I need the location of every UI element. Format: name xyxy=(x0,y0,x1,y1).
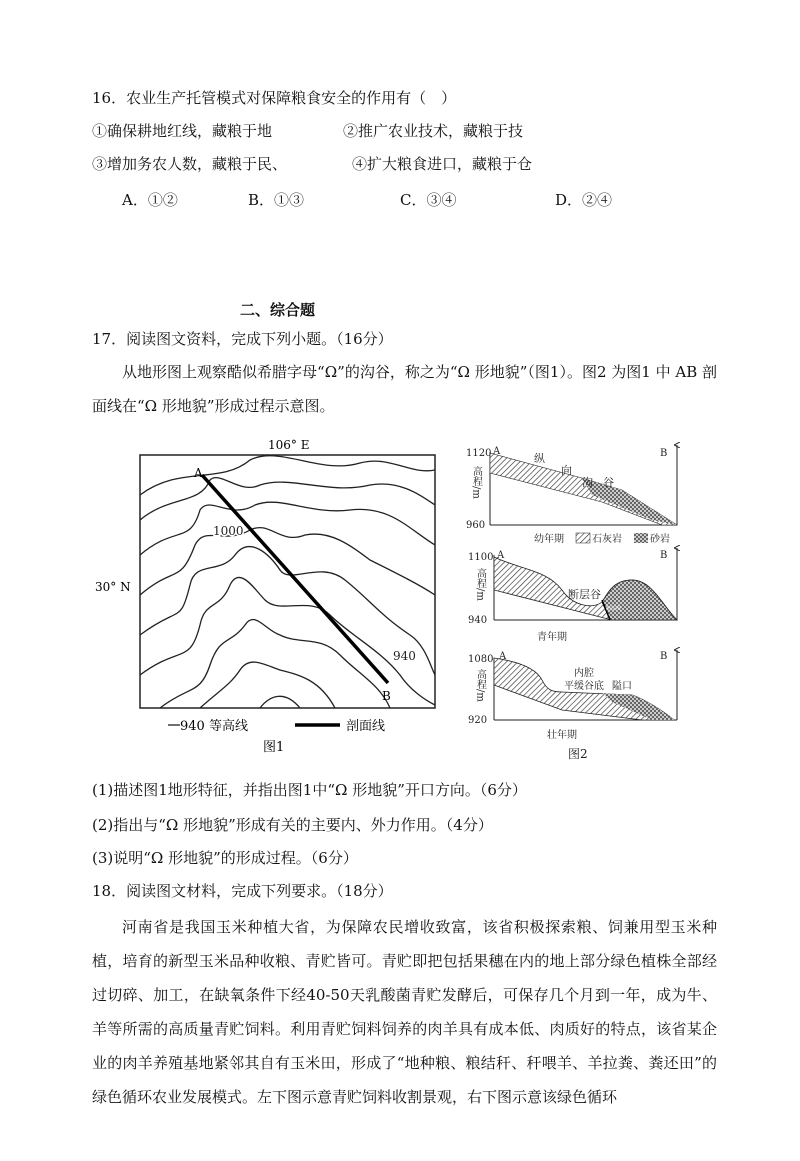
contour-label-1000: 1000 xyxy=(213,524,244,538)
figure-label: B xyxy=(660,651,668,662)
figure-label: 内腔 xyxy=(574,668,594,679)
figure-label: 纵 xyxy=(534,452,545,465)
figure-label: B xyxy=(660,550,668,561)
figure-label: 向 xyxy=(561,464,572,477)
profile-maturity xyxy=(468,650,677,741)
choice-a[interactable]: A．①② xyxy=(122,191,178,209)
choice-c[interactable]: C．③④ xyxy=(400,191,457,209)
q16-option-4: ④扩大粮食进口，藏粮于仓 xyxy=(352,155,533,173)
profile-youth xyxy=(468,548,677,643)
figure-1-contour-map xyxy=(80,435,450,765)
figure-label: 石灰岩 xyxy=(592,534,622,545)
point-b-label: B xyxy=(382,689,391,703)
q17-stem: 17．阅读图文资料，完成下列小题。（16分） xyxy=(92,330,393,348)
figure-label: A xyxy=(493,446,501,457)
figure-label: A xyxy=(497,550,505,561)
q17-sub-1: (1)描述图1地形特征，并指出图1中“Ω 形地貌”开口方向。（6分） xyxy=(92,781,527,799)
figure-2-caption: 图2 xyxy=(568,747,588,761)
figure-label: 谷 xyxy=(603,476,614,489)
figure-label: 1100 xyxy=(468,552,494,563)
q17-paragraph: 从地形图上观察酷似希腊字母“Ω”的沟谷，称之为“Ω 形地貌”（图1）。图2 为图1 中 AB 剖面线在“Ω 形地貌”形成过程示意图。 xyxy=(92,363,717,415)
latitude-label: 30° N xyxy=(95,580,131,594)
figure-label: 砂岩 xyxy=(650,534,670,545)
q18-paragraph: 河南省是我国玉米种植大省，为保障农民增收致富，该省积极探索粮、饲兼用型玉米种植，培育的新型玉米品种收粮、青贮皆可。青贮即把包括果穗在内的地上部分绿色植株全部经过切碎、加工，在缺氧条件下经40-50天乳酸菌青贮发酵后，可保存几个月到一年，成为牛、羊等所需的高质量青贮饲料。利用青贮饲料饲养的肉羊具有成本低、肉质好的特点，该省某企业的肉羊养殖基地紧邻其自有玉米田，形成了“地种粮、粮结秆、秆喂羊、羊拉粪、粪还田”的绿色循环农业发展模式。左下图示意青贮饲料收割景观，右下图示意该绿色循环 xyxy=(92,918,717,1106)
figure-label: 沟 xyxy=(582,476,593,489)
figure-label: 高程/m xyxy=(474,669,486,702)
figure-label: B xyxy=(660,448,668,459)
figure-1-caption: 图1 xyxy=(263,740,285,755)
figure-label: 940 xyxy=(468,615,488,626)
choice-b[interactable]: B．①③ xyxy=(248,191,305,209)
figure-label: A xyxy=(499,651,507,662)
legend-contour: 940 等高线 xyxy=(180,719,248,734)
figure-label: 高程/m xyxy=(474,568,486,601)
point-a-label: A xyxy=(194,466,203,480)
figure-label: 隘口 xyxy=(612,681,632,692)
figure-label: 幼年期 xyxy=(534,534,564,545)
figure-label: 920 xyxy=(468,715,488,726)
section-title: 二、综合题 xyxy=(240,301,316,319)
figure-label: 1120 xyxy=(466,448,492,459)
q17-sub-2: (2)指出与“Ω 形地貌”形成有关的主要内、外力作用。（4分） xyxy=(92,816,493,834)
figure-label: 断层线 xyxy=(606,606,622,612)
figure-label: 1080 xyxy=(468,654,494,665)
legend-profile-line: 剖面线 xyxy=(346,719,386,734)
contour-label-940: 940 xyxy=(393,649,416,663)
figure-label: 平缓谷底 xyxy=(564,681,604,692)
q16-option-1: ①确保耕地红线，藏粮于地 xyxy=(92,122,273,140)
figure-label: 高程/m xyxy=(470,466,482,499)
q16-stem: 16．农业生产托管模式对保障粮食安全的作用有（ ） xyxy=(92,89,457,107)
figure-label: 壮年期 xyxy=(547,730,577,741)
q16-option-3: ③增加务农人数，藏粮于民、 xyxy=(92,155,288,173)
q18-stem: 18．阅读图文材料，完成下列要求。（18分） xyxy=(92,882,393,900)
q16-option-2: ②推广农业技术，藏粮于技 xyxy=(343,122,524,140)
figure-label: 960 xyxy=(466,520,486,531)
figure-label: 断层谷 xyxy=(568,588,601,601)
longitude-label: 106° E xyxy=(268,438,310,452)
figure-label: 青年期 xyxy=(537,632,567,643)
choice-d[interactable]: D．②④ xyxy=(555,191,613,209)
profile-juvenile xyxy=(466,445,677,545)
q17-sub-3: (3)说明“Ω 形地貌”的形成过程。（6分） xyxy=(92,849,358,867)
figure-2-profiles xyxy=(462,440,702,770)
